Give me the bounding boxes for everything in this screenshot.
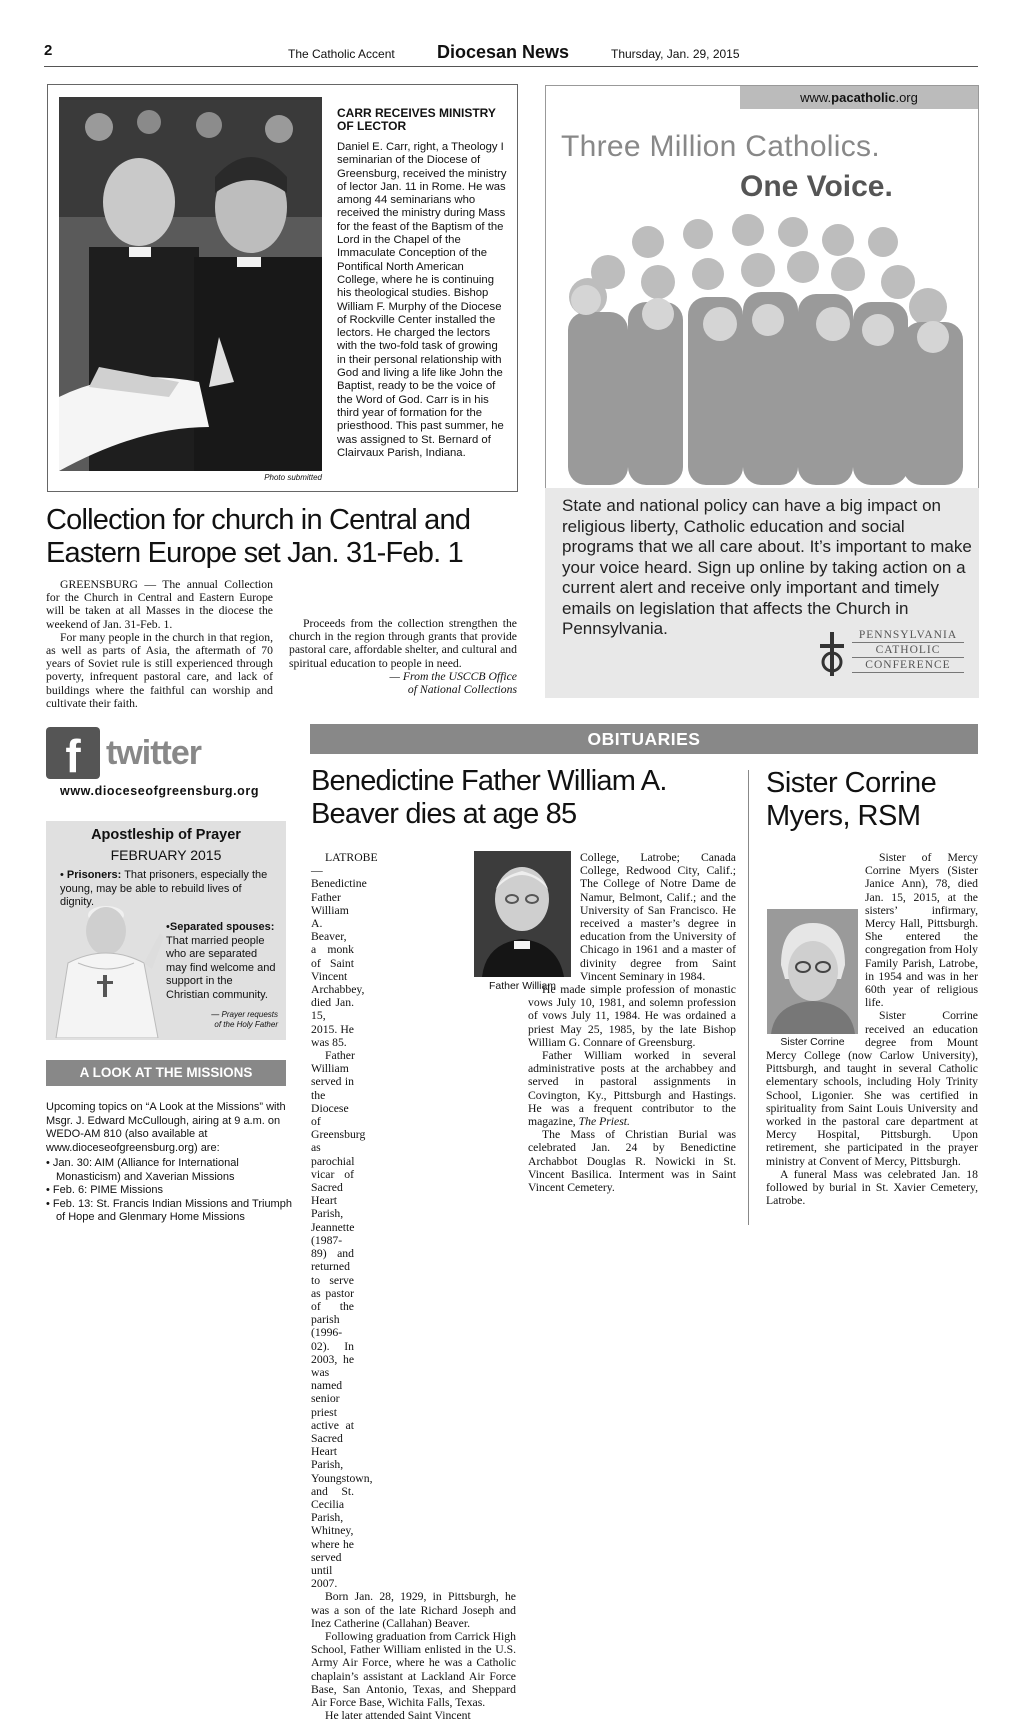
myers-paragraph-1: Sister of Mercy Corrine Myers (Sister Janice Ann), 78, died Jan. 15, 2015, at the sisters’ infirmary, Mercy Hall, Pittsburgh. She entered the congregation from Holy Family Parish, Latrobe, in 1954 and was in her 60th year of religious life. — [865, 851, 978, 1010]
carr-headline: CARR RECEIVES MINISTRY OF LECTOR — [337, 106, 496, 133]
beaver-headline: Benedictine Father William A. Beaver dies at age 85 — [311, 765, 667, 830]
collection-paragraph-3: Proceeds from the collection strengthen the church in the region through grants that provide pastoral care, affordable shelter, and cultural and spiritual education to people in need. — [289, 617, 517, 670]
beaver-paragraph-2: Father William served in the Diocese of Greensburg as parochial vicar of Sacred Heart Parish, Jeannette (1987-89) and returned to serve as pastor of the parish (1996-02). In 2003, he was named senior priest active at Sacred Heart Parish, Youngstown, and St. Cecilia Parish, Whitney, where he served until 2007. — [311, 1049, 373, 1591]
beaver-paragraph-4: Following graduation from Carrick High School, Father William enlisted in the U.S. Army Air Force, where he was a Catholic chaplain’s assistant at Lackland Air Force Base, San Antonio, Texas, and Sheppard Air Force Base, Wichita Falls, Texas. — [311, 1629, 516, 1709]
list-item: • Feb. 6: PIME Missions — [46, 1184, 163, 1196]
collection-signature-1: — From the USCCB Office — [389, 669, 517, 683]
page-number: 2 — [44, 42, 53, 59]
ad-message: State and national policy can have a big impact on religious liberty, Catholic education and social programs that we all care about. It’s important to make your voice heard. Sign up online by taking action on a current alert and receive only important and timely emails on legislation that affects the Church in Pennsylvania. — [562, 496, 972, 638]
social-links — [46, 727, 286, 782]
ad-url[interactable]: www.pacatholic.org — [740, 86, 978, 109]
missions-intro: Upcoming topics on “A Look at the Missions” with Msgr. J. Edward McCullough, airing at 9 a.m. on WEDO-AM 810 (also available at www.dioceseofgreensburg.org) are: — [46, 1101, 286, 1154]
beaver-paragraph-6: College, Latrobe; Canada College, Redwood City, Calif.; The College of Notre Dame de Namur, Belmont, Calif.; and the University of San Francisco. He received a master’s degree in education from the University of Chicago in 1961 and a master of divinity degree from Saint Vincent Seminary in 1984. — [580, 851, 736, 983]
list-item: • Feb. 13: St. Francis Indian Missions and Triumph of Hope and Glenmary Home Missions — [46, 1197, 292, 1223]
sister-corrine-caption: Sister Corrine — [780, 1036, 845, 1048]
beaver-paragraph-7: He made simple profession of monastic vows July 10, 1981, and solemn profession of vows July 11, 1984. He was ordained a priest May 25, 1985, by the late Bishop William G. Connare of Greensburg. — [528, 983, 736, 1049]
myers-column — [766, 851, 978, 1207]
collection-column-2 — [289, 578, 517, 696]
list-item: • Jan. 30: AIM (Alliance for International Monasticism) and Xaverian Missions — [46, 1157, 239, 1183]
facebook-icon[interactable]: f — [46, 727, 100, 779]
ad-tagline-1: Three Million Catholics. — [561, 130, 880, 163]
header-rule — [44, 66, 978, 67]
father-william-caption: Father William — [488, 980, 557, 992]
myers-headline: Sister Corrine Myers, RSM — [766, 767, 937, 832]
myers-paragraph-3: A funeral Mass was celebrated Jan. 18 followed by burial in St. Xavier Cemetery, Latrobe. — [766, 1167, 978, 1208]
collection-paragraph-2: For many people in the church in that region, as well as parts of Asia, the aftermath of 70 years of Soviet rule is still experienced through poverty, infrequent pastoral care, and lack of buildings where the faithful can worship and cultivate their faith. — [46, 630, 273, 710]
beaver-paragraph-5: He later attended Saint Vincent — [325, 1709, 471, 1722]
missions-title-bar: A LOOK AT THE MISSIONS — [46, 1060, 286, 1086]
photo-wrap-spacer — [766, 909, 865, 1049]
carr-caption-body: Daniel E. Carr, right, a Theology I seminarian of the Diocese of Greensburg, received the ministry of lector Jan. 11 in Rome. He was among 44 seminarians who received the ministry during Mass for the feast of the Baptism of the Lord in the Chapel of the Immaculate Conception of the Pontifical North American College, where he is continuing his theological studies. Bishop William F. Murphy of the Diocese of Rockville Center installed the lectors. He charged the lectors with the two-fold task of growing in their personal relationship with God and living a life like John the Baptist, ready to be the voice of the Word of God. Carr is in his third year of formation for the priesthood. This past summer, he was assigned to St. Bernard of Clairvaux Parish, Indiana. — [337, 141, 507, 459]
beaver-paragraph-3: Born Jan. 28, 1929, in Pittsburgh, he was a son of the late Richard Joseph and Inez Catherine (Callahan) Beaver. — [311, 1590, 516, 1630]
apostleship-month: FEBRUARY 2015 — [110, 847, 222, 863]
collection-column-1 — [46, 578, 273, 710]
myers-paragraph-2: Sister Corrine received an education degree from Mount Mercy College (now Carlow University), Pittsburgh, and taught in several Catholic elementary schools, including Holy Trinity School, Ligonier. She was certified in spirituality from Saint Louis University and worked in the pastoral care department at Mercy Hospital, Pittsburgh. Upon retirement, she participated in the prayer ministry at Convent of Mercy, Pittsburgh. — [766, 1009, 978, 1168]
pope-image — [48, 893, 166, 1038]
obituaries-title-bar: OBITUARIES — [310, 724, 978, 754]
missions-list — [46, 1157, 294, 1225]
collection-paragraph-1: GREENSBURG — The annual Collection for the Church in Central and Eastern Europe will be taken at all Masses in the diocese the weekend of Jan. 31-Feb. 1. — [46, 578, 273, 631]
beaver-paragraph-9: The Mass of Christian Burial was celebrated Jan. 24 by Benedictine Archabbot Douglas R. Nowicki in St. Vincent Basilica. Interment was in Saint Vincent Cemetery. — [528, 1128, 736, 1195]
beaver-column-2 — [528, 851, 736, 1194]
diocese-url[interactable]: www.dioceseofgreensburg.org — [60, 784, 260, 798]
prayer-credit: — Prayer requests of the Holy Father — [211, 1010, 278, 1029]
beaver-paragraph-1: LATROBE — Benedictine Father William A. Beaver, a monk of Saint Vincent Archabbey, died Jan. 15, 2015. He was 85. — [311, 851, 378, 1049]
issue-date: Thursday, Jan. 29, 2015 — [611, 47, 740, 61]
publication-name: The Catholic Accent — [288, 47, 395, 61]
crowd-photo — [548, 212, 976, 485]
collection-headline: Collection for church in Central and Eastern Europe set Jan. 31-Feb. 1 — [46, 504, 471, 569]
column-divider — [748, 770, 749, 1225]
beaver-column-1 — [311, 851, 516, 1722]
section-title: Diocesan News — [437, 42, 570, 62]
prisoners-intention: • Prisoners: That prisoners, especially the young, may be able to rebuild lives of dignity. — [60, 869, 268, 908]
pa-catholic-conference-logo: PENNSYLVANIA CATHOLIC CONFERENCE — [852, 628, 964, 682]
collection-signature-2: of National Collections — [407, 683, 517, 697]
beaver-paragraph-8: Father William worked in several administrative posts at the archabbey and served in pastoral assignments in Covington, Ky., Pittsburgh and Hastings. He was a frequent contributor to the magazine, The Priest. — [528, 1049, 736, 1129]
twitter-icon[interactable]: twitter — [106, 734, 201, 772]
conference-cross-icon — [818, 632, 846, 676]
separated-spouses-intention: •Separated spouses: That married people who are separated may find welcome and support in the Christian community. — [166, 921, 276, 1001]
lector-ceremony-photo — [59, 97, 322, 471]
apostleship-title: Apostleship of Prayer — [91, 827, 241, 843]
photo-credit: Photo submitted — [264, 473, 322, 482]
ad-tagline-2: One Voice. — [740, 170, 893, 203]
